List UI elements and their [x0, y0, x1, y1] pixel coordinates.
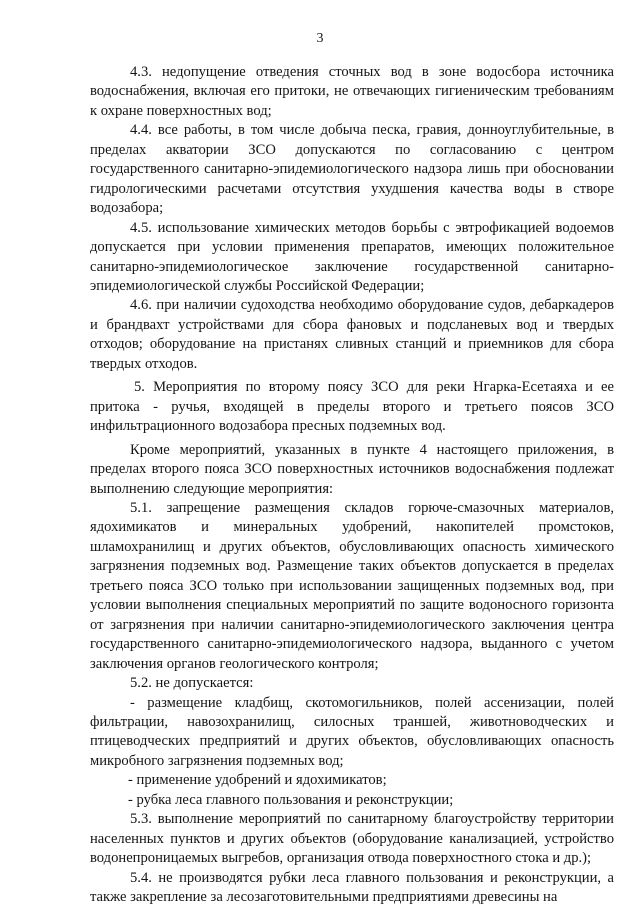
document-body: [90, 63, 614, 907]
paragraph-5-1: 5.1. запрещение размещения складов горюче-смазочных материалов, ядохимикатов и минеральных удобрений, накопителей промстоков, шламохранилищ и других объектов, обусловливающих опасность химического загрязнения подземных вод. Размещение таких объектов допускается в пределах третьего пояса ЗСО только при использовании защищенных подземных вод, при условии выполнения специальных мероприятий по защите водоносного горизонта от загрязнения при наличии санитарно-эпидемиологического заключения центра государственного санитарно-эпидемиологического надзора, выданного с учетом заключения органов геологического контроля;: [90, 499, 614, 672]
paragraph-4-4: 4.4. все работы, в том числе добыча песка, гравия, донноуглубительные, в пределах акватории ЗСО допускаются по согласованию с центром государственного санитарно-эпидемиологического надзора лишь при обосновании гидрологическими расчетами отсутствия ухудшения качества воды в створе водозабора;: [90, 122, 614, 217]
paragraph-5-2: 5.2. не допускается:: [130, 675, 254, 692]
section-5-heading: 5. Мероприятия по второму поясу ЗСО для реки Нгарка-Есетаяха и ее притока - ручья, входящей в пределы второго и третьего поясов ЗСО инфильтрационного водозабора пресных подземных вод.: [90, 379, 614, 435]
list-item-logging: - рубка леса главного пользования и реконструкции;: [128, 791, 454, 808]
paragraph-4-3: 4.3. недопущение отведения сточных вод в зоне водосбора источника водоснабжения, включая его притоки, не отвечающих гигиеническим требованиям к охране поверхностных вод;: [90, 64, 614, 119]
page-number: 3: [316, 31, 324, 46]
paragraph-intro: Кроме мероприятий, указанных в пункте 4 настоящего приложения, в пределах второго пояса ЗСО поверхностных источников водоснабжения подлежат выполнению следующие мероприятия:: [90, 441, 614, 497]
paragraph-5-3: 5.3. выполнение мероприятий по санитарному благоустройству территории населенных пунктов и других объектов (оборудование канализацией, устройство водонепроницаемых выгребов, организация отвода поверхностного стока и др.);: [90, 811, 614, 867]
paragraph-4-5: 4.5. использование химических методов борьбы с эвтрофикацией водоемов допускается при условии применения препаратов, имеющих положительное санитарно-эпидемиологическое заключение государственной санитарно-эпидемиологической службы Российской Федерации;: [90, 219, 614, 294]
list-item-placement: - размещение кладбищ, скотомогильников, полей ассенизации, полей фильтрации, навозохранилищ, силосных траншей, животноводческих и птицеводческих предприятий и других объектов, обусловливающих опасность микробного загрязнения подземных вод;: [90, 694, 614, 769]
list-item-fertilizers: - применение удобрений и ядохимикатов;: [128, 772, 387, 789]
paragraph-4-6: 4.6. при наличии судоходства необходимо оборудование судов, дебаркадеров и брандвахт устройствами для сбора фановых и подсланевых вод и твердых отходов; оборудование на пристанях сливных станций и приемников для сбора твердых отходов.: [90, 297, 614, 372]
paragraph-5-4: 5.4. не производятся рубки леса главного пользования и реконструкции, а также закрепление за лесозаготовительными предприятиями древесины на: [90, 869, 614, 906]
